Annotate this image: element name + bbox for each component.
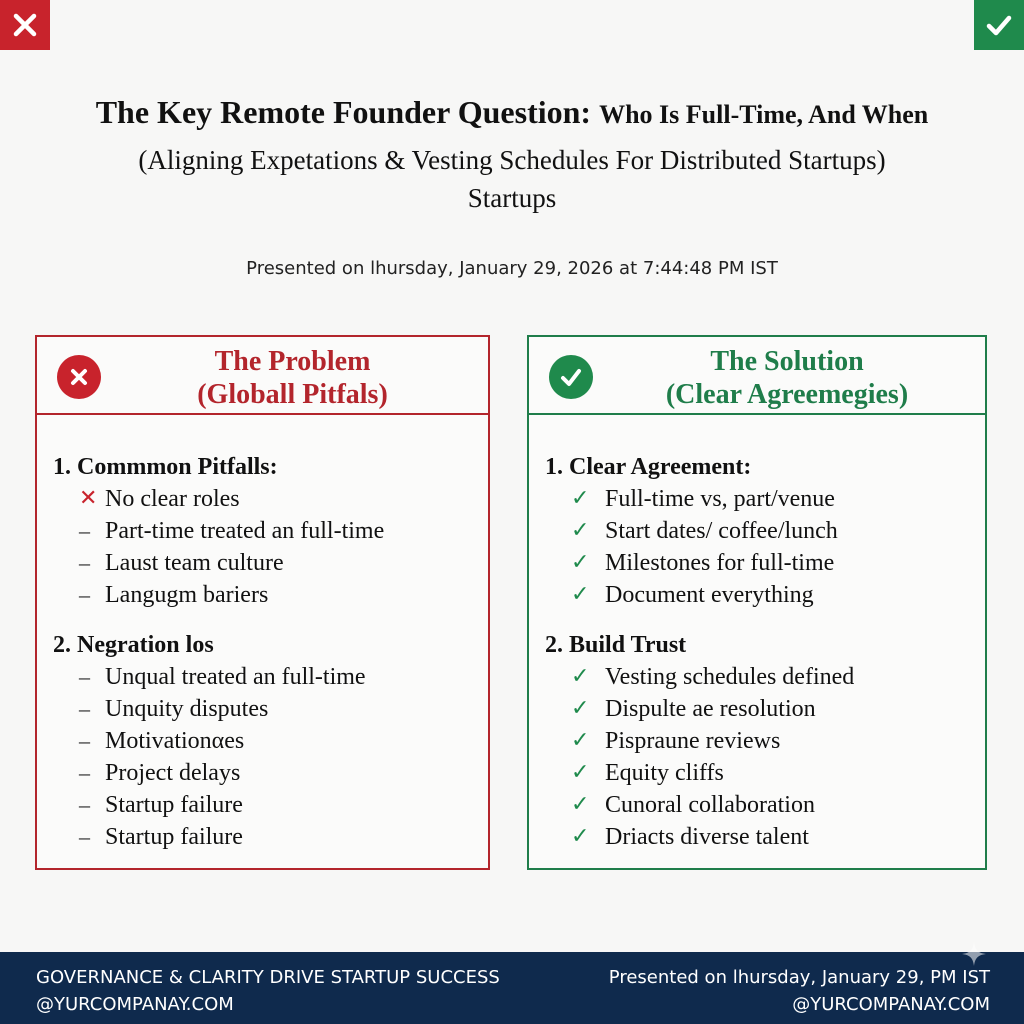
page-title-main: The Key Remote Founder Question: <box>95 94 592 130</box>
solution-section-title: 1. Clear Agreement: <box>545 454 752 480</box>
x-circle-icon <box>57 355 101 399</box>
list-item-text: Milestones for full-time <box>605 550 835 576</box>
solution-list <box>545 483 985 611</box>
problem-panel <box>35 335 490 870</box>
list-item-text: Equity cliffs <box>605 760 724 786</box>
dash-bullet-icon: – <box>79 792 90 817</box>
list-item <box>79 821 488 853</box>
problem-title-line2: (Globall Pitfals) <box>197 379 388 410</box>
list-item <box>79 725 488 757</box>
solution-title-line1: The Solution <box>710 346 864 377</box>
list-item <box>571 725 985 757</box>
list-item <box>79 515 488 547</box>
dash-bullet-icon: – <box>79 760 90 785</box>
problem-panel-body <box>37 415 488 853</box>
problem-list <box>53 483 488 611</box>
list-item-text: Dispulte ae resolution <box>605 696 816 722</box>
dash-bullet-icon: – <box>79 582 90 607</box>
check-mark-icon: ✓ <box>571 486 590 511</box>
page-subtitle-line2: Startups <box>467 183 557 213</box>
dash-bullet-icon: – <box>79 664 90 689</box>
check-mark-icon: ✓ <box>571 518 590 543</box>
list-item-text: Laust team culture <box>105 550 284 576</box>
list-item-text: Startup failure <box>105 824 243 850</box>
check-mark-icon: ✓ <box>571 792 590 817</box>
list-item-text: Unquity disputes <box>105 696 269 722</box>
corner-check-badge <box>974 0 1024 50</box>
list-item <box>571 661 985 693</box>
list-item-text: Part-time treated an full-time <box>105 518 385 544</box>
sparkle-icon <box>960 940 988 968</box>
list-item-text: Driacts diverse talent <box>605 824 809 850</box>
list-item-text: No clear roles <box>105 486 240 512</box>
problem-list <box>53 661 488 853</box>
list-item <box>571 757 985 789</box>
list-item <box>571 579 985 611</box>
list-item <box>79 661 488 693</box>
x-mark-icon: ✕ <box>79 486 98 511</box>
check-mark-icon: ✓ <box>571 582 590 607</box>
list-item-text: Start dates/ coffee/lunch <box>605 518 838 544</box>
page-title <box>0 90 1024 137</box>
solution-panel-header <box>529 337 985 415</box>
dash-bullet-icon: – <box>79 696 90 721</box>
check-mark-icon: ✓ <box>571 728 590 753</box>
solution-section-title: 2. Build Trust <box>545 632 687 658</box>
dash-bullet-icon: – <box>79 728 90 753</box>
footer-bar <box>0 952 1024 1024</box>
list-item-text: Project delays <box>105 760 241 786</box>
list-item <box>571 789 985 821</box>
list-item-text: Unqual treated an full-time <box>105 664 366 690</box>
footer-presented-date: Presented on lhursday, January 29, PM IST <box>608 967 990 988</box>
solution-list <box>545 661 985 853</box>
solution-title-line2: (Clear Agreemegies) <box>665 379 909 410</box>
dash-bullet-icon: – <box>79 518 90 543</box>
footer-tagline: GOVERNANCE & CLARITY DRIVE STARTUP SUCCESS <box>36 967 500 988</box>
problem-title-line1: The Problem <box>214 346 371 377</box>
close-icon <box>10 10 40 40</box>
solution-panel <box>527 335 987 870</box>
footer-right <box>609 964 990 1018</box>
solution-title <box>599 345 975 411</box>
check-mark-icon: ✓ <box>571 824 590 849</box>
list-item-text: Vesting schedules defined <box>605 664 855 690</box>
footer-right-handle: @YURCOMPANAY.COM <box>792 994 990 1015</box>
list-item <box>79 789 488 821</box>
list-item <box>79 579 488 611</box>
dash-bullet-icon: – <box>79 550 90 575</box>
corner-x-badge <box>0 0 50 50</box>
page-subtitle: (Aligning Expetations & Vesting Schedules For Distributed Startups) <box>138 145 886 175</box>
check-circle-icon <box>549 355 593 399</box>
presented-date: Presented on lhursday, January 29, 2026 at 7:44:48 PM IST <box>246 258 778 279</box>
problem-panel-header <box>37 337 488 415</box>
list-item-text: Langugm bariers <box>105 582 269 608</box>
check-mark-icon: ✓ <box>571 696 590 721</box>
list-item <box>79 547 488 579</box>
list-item-text: Motivationαes <box>105 728 245 754</box>
list-item-text: Cunoral collaboration <box>605 792 815 818</box>
list-item <box>571 483 985 515</box>
list-item-text: Pispraune reviews <box>605 728 781 754</box>
problem-title <box>107 345 478 411</box>
list-item <box>79 483 488 515</box>
dash-bullet-icon: – <box>79 824 90 849</box>
footer-left <box>36 964 500 1018</box>
list-item <box>79 693 488 725</box>
list-item <box>571 821 985 853</box>
check-icon <box>983 9 1015 41</box>
list-item-text: Full-time vs, part/venue <box>605 486 835 512</box>
list-item-text: Document everything <box>605 582 814 608</box>
problem-section-title: 2. Negration los <box>53 632 214 658</box>
check-mark-icon: ✓ <box>571 664 590 689</box>
title-block <box>0 90 1024 217</box>
check-mark-icon: ✓ <box>571 550 590 575</box>
check-mark-icon: ✓ <box>571 760 590 785</box>
list-item <box>79 757 488 789</box>
list-item <box>571 693 985 725</box>
footer-left-handle: @YURCOMPANAY.COM <box>36 994 234 1015</box>
page-title-tail: Who Is Full-Time, And When <box>599 100 929 129</box>
list-item <box>571 515 985 547</box>
list-item <box>571 547 985 579</box>
solution-panel-body <box>529 415 985 853</box>
list-item-text: Startup failure <box>105 792 243 818</box>
problem-section-title: 1. Commmon Pitfalls: <box>53 454 278 480</box>
